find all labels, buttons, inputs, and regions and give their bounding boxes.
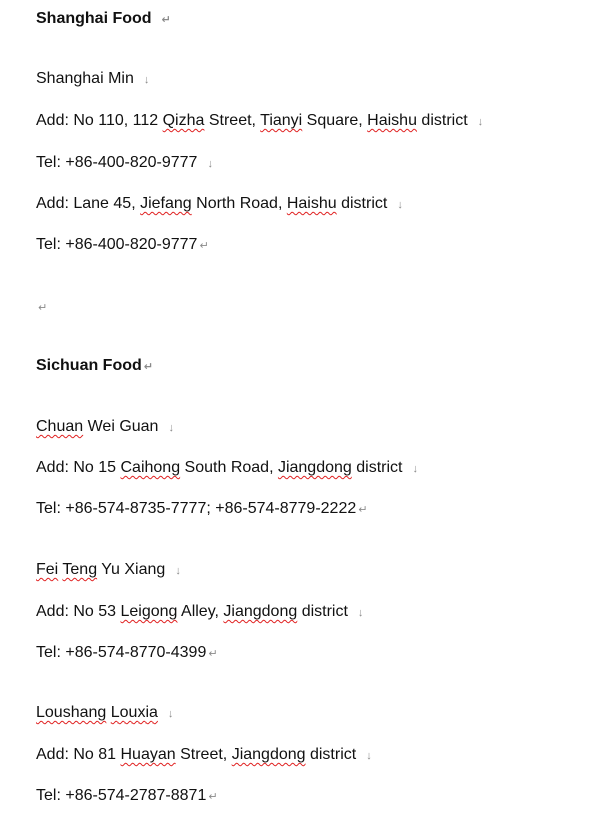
- tel-text: Tel: +86-574-8770-4399: [36, 644, 207, 661]
- address-text: Add: No 81 Huayan Street, Jiangdong district: [36, 746, 357, 763]
- spelling-flagged-word: Jiangdong: [277, 459, 352, 476]
- spelling-flagged-word: Jiefang: [140, 195, 192, 212]
- address-text: Add: Lane 45, Jiefang North Road, Haishu district: [36, 195, 388, 212]
- tel-line: [36, 153, 213, 174]
- line-break-mark: ↓: [167, 708, 174, 720]
- address-line: [36, 602, 363, 623]
- spelling-flagged-word: Jiangdong: [231, 746, 306, 763]
- line-break-mark: ↓: [143, 74, 150, 86]
- spelling-flagged-word: Teng: [62, 561, 98, 578]
- line-break-mark: ↓: [175, 565, 181, 577]
- address-line: [36, 458, 418, 479]
- tel-line: [36, 643, 218, 664]
- heading-text: Sichuan Food: [36, 357, 142, 374]
- line-break-mark: ↓: [207, 158, 213, 170]
- line-break-mark: ↓: [366, 750, 372, 762]
- spelling-flagged-word: Caihong: [120, 459, 181, 476]
- spelling-flagged-word: Loushang: [36, 704, 107, 721]
- paragraph-mark: ↵: [161, 14, 171, 26]
- restaurant-name-text: Fei Teng Yu Xiang: [36, 561, 166, 578]
- spelling-flagged-word: Qizha: [162, 112, 205, 129]
- restaurant-name-shanghai-min: [36, 69, 149, 90]
- restaurant-name-chuan-wei-guan: [36, 417, 174, 438]
- paragraph-mark: ↵: [143, 361, 153, 373]
- line-break-mark: ↓: [357, 607, 364, 619]
- restaurant-name-fei-teng-yu-xiang: [36, 560, 181, 581]
- tel-text: Tel: +86-400-820-9777: [36, 236, 198, 253]
- restaurant-name-text: Chuan Wei Guan: [36, 418, 159, 435]
- tel-line: [36, 235, 209, 256]
- tel-text: Tel: +86-400-820-9777: [36, 154, 198, 171]
- spelling-flagged-word: Haishu: [367, 112, 417, 129]
- section-heading-sichuan-food: [36, 356, 153, 377]
- address-text: Add: No 15 Caihong South Road, Jiangdong district: [36, 459, 403, 476]
- address-line: [36, 194, 403, 215]
- line-break-mark: ↓: [412, 463, 418, 475]
- spelling-flagged-word: Huayan: [120, 746, 176, 763]
- tel-line: [36, 499, 367, 520]
- paragraph-mark: ↵: [199, 240, 209, 252]
- paragraph-mark: ↵: [208, 648, 218, 660]
- spelling-flagged-word: Leigong: [120, 603, 178, 620]
- paragraph-mark: ↵: [208, 791, 218, 803]
- spelling-flagged-word: Tianyi: [260, 112, 303, 129]
- address-line: [36, 111, 483, 132]
- restaurant-name-text: [36, 704, 158, 721]
- spelling-flagged-word: Jiangdong: [223, 603, 298, 620]
- tel-line: [36, 786, 218, 807]
- line-break-mark: ↓: [477, 116, 484, 128]
- section-heading-shanghai-food: [36, 9, 171, 30]
- address-text: Add: No 53 Leigong Alley, Jiangdong district: [36, 603, 348, 620]
- restaurant-name-loushang-louxia: [36, 703, 173, 724]
- spelling-flagged-word: Louxia: [110, 704, 158, 721]
- paragraph-mark: ↵: [38, 302, 48, 314]
- address-text: Add: No 110, 112 Qizha Street, Tianyi Square, Haishu district: [36, 112, 468, 129]
- line-break-mark: ↓: [168, 422, 174, 434]
- address-line: [36, 745, 372, 766]
- tel-text: Tel: +86-574-8735-7777; +86-574-8779-2222: [36, 500, 357, 517]
- spelling-flagged-word: Haishu: [286, 195, 337, 212]
- spelling-flagged-word: Chuan: [36, 418, 84, 435]
- tel-text: Tel: +86-574-2787-8871: [36, 787, 207, 804]
- paragraph-mark: ↵: [358, 504, 368, 516]
- spelling-flagged-word: Fei: [36, 561, 59, 578]
- line-break-mark: ↓: [397, 199, 403, 211]
- restaurant-name-text: Shanghai Min: [36, 70, 134, 87]
- heading-text: Shanghai Food: [36, 10, 152, 27]
- empty-paragraph: [36, 297, 47, 318]
